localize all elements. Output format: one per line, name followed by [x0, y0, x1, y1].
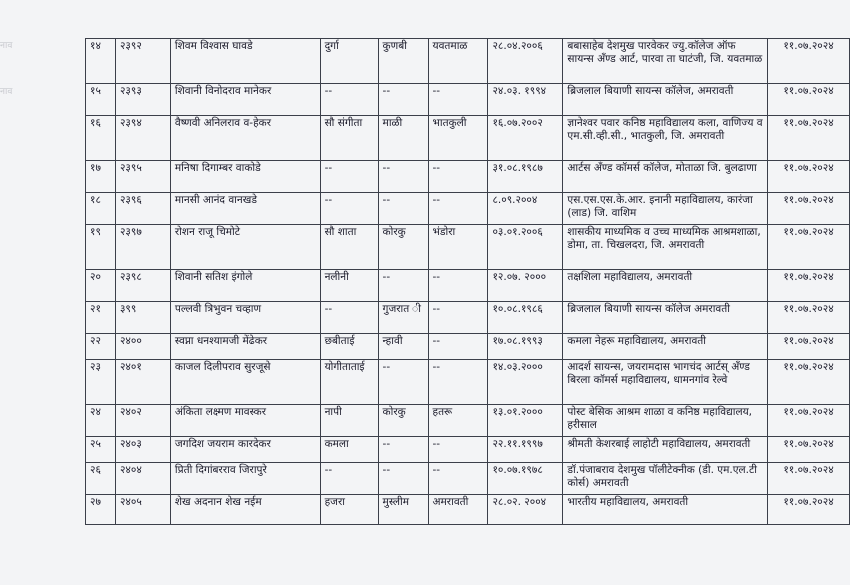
- college-cell: डॉ.पंजाबराव देशमुख पॉलीटेक्नीक (डी. एम.एल.टी कोर्स) अमरावती: [563, 463, 768, 495]
- application-number-cell: २४०२: [115, 405, 170, 437]
- candidate-name-cell: पल्लवी त्रिभुवन चव्हाण: [170, 302, 320, 334]
- candidate-name-cell: रोशन राजू चिमोटे: [170, 225, 320, 270]
- table-row: [86, 463, 850, 495]
- place-cell: भातकुली: [428, 116, 488, 161]
- mother-name-cell: --: [320, 193, 378, 225]
- approval-date-cell: ११.०७.२०२४: [768, 495, 850, 525]
- college-cell: ब्रिजलाल बियाणी सायन्स कॉलेज, अमरावती: [563, 84, 768, 116]
- mother-name-cell: --: [320, 161, 378, 193]
- caste-cell: --: [378, 437, 428, 463]
- caste-cell: कुणबी: [378, 39, 428, 84]
- margin-mark: नाव: [0, 87, 13, 97]
- serial-number-cell: २६: [86, 463, 116, 495]
- mother-name-cell: छबीताई: [320, 334, 378, 360]
- place-cell: --: [428, 193, 488, 225]
- date-of-birth-cell: ८.०९.२००४: [488, 193, 563, 225]
- mother-name-cell: --: [320, 302, 378, 334]
- application-number-cell: २४०५: [115, 495, 170, 525]
- place-cell: --: [428, 84, 488, 116]
- serial-number-cell: १७: [86, 161, 116, 193]
- caste-cell: माळी: [378, 116, 428, 161]
- college-cell: ब्रिजलाल बियाणी सायन्स कॉलेज अमरावती: [563, 302, 768, 334]
- approval-date-cell: ११.०७.२०२४: [768, 39, 850, 84]
- date-of-birth-cell: २२.११.१९९७: [488, 437, 563, 463]
- caste-cell: --: [378, 360, 428, 405]
- table-row: [86, 437, 850, 463]
- place-cell: --: [428, 437, 488, 463]
- table-row: [86, 225, 850, 270]
- application-number-cell: २४००: [115, 334, 170, 360]
- approval-date-cell: ११.०७.२०२४: [768, 84, 850, 116]
- application-number-cell: ३९९: [115, 302, 170, 334]
- serial-number-cell: १५: [86, 84, 116, 116]
- table-row: [86, 161, 850, 193]
- application-number-cell: २३९५: [115, 161, 170, 193]
- approval-date-cell: ११.०७.२०२४: [768, 334, 850, 360]
- approval-date-cell: ११.०७.२०२४: [768, 193, 850, 225]
- mother-name-cell: दुर्गा: [320, 39, 378, 84]
- table-row: [86, 116, 850, 161]
- register-table: [85, 38, 850, 525]
- caste-cell: कोरकु: [378, 405, 428, 437]
- serial-number-cell: २५: [86, 437, 116, 463]
- application-number-cell: २३९६: [115, 193, 170, 225]
- college-cell: पोस्ट बेसिक आश्रम शाळा व कनिष्ठ महाविद्यालय, हरीसाल: [563, 405, 768, 437]
- college-cell: ज्ञानेश्वर पवार कनिष्ठ महाविद्यालय कला, वाणिज्य व एम.सी.व्ही.सी., भातकुली, जि. अमरावती: [563, 116, 768, 161]
- college-cell: कमला नेहरू महाविद्यालय, अमरावती: [563, 334, 768, 360]
- approval-date-cell: ११.०७.२०२४: [768, 225, 850, 270]
- candidate-name-cell: शेख अदनान शेख नईम: [170, 495, 320, 525]
- approval-date-cell: ११.०७.२०२४: [768, 360, 850, 405]
- table-row: [86, 193, 850, 225]
- date-of-birth-cell: २८.०४.२००६: [488, 39, 563, 84]
- mother-name-cell: सौ संगीता: [320, 116, 378, 161]
- date-of-birth-cell: १०.०८.१९८६: [488, 302, 563, 334]
- serial-number-cell: १६: [86, 116, 116, 161]
- date-of-birth-cell: १६.०७.२००२: [488, 116, 563, 161]
- date-of-birth-cell: ०३.०१.२००६: [488, 225, 563, 270]
- candidate-name-cell: शिवानी सतिश इंगोले: [170, 270, 320, 302]
- caste-cell: --: [378, 84, 428, 116]
- place-cell: हतरू: [428, 405, 488, 437]
- approval-date-cell: ११.०७.२०२४: [768, 405, 850, 437]
- caste-cell: मुस्लीम: [378, 495, 428, 525]
- mother-name-cell: सौ शाता: [320, 225, 378, 270]
- college-cell: श्रीमती केशरबाई लाहोटी महाविद्यालय, अमरावती: [563, 437, 768, 463]
- place-cell: --: [428, 360, 488, 405]
- application-number-cell: २४०१: [115, 360, 170, 405]
- caste-cell: न्हावी: [378, 334, 428, 360]
- mother-name-cell: --: [320, 84, 378, 116]
- caste-cell: --: [378, 161, 428, 193]
- date-of-birth-cell: १२.०७. २०००: [488, 270, 563, 302]
- college-cell: एस.एस.एस.के.आर. इनानी महाविद्यालय, कारंजा (लाड) जि. वाशिम: [563, 193, 768, 225]
- application-number-cell: २३९२: [115, 39, 170, 84]
- serial-number-cell: २४: [86, 405, 116, 437]
- college-cell: शासकीय माध्यमिक व उच्च माध्यमिक आश्रमशाळा, डोमा, ता. चिखलदरा, जि. अमरावती: [563, 225, 768, 270]
- date-of-birth-cell: १४.०३.२०००: [488, 360, 563, 405]
- caste-cell: गुजरात ी: [378, 302, 428, 334]
- mother-name-cell: --: [320, 463, 378, 495]
- college-cell: भारतीय महाविद्यालय, अमरावती: [563, 495, 768, 525]
- candidate-name-cell: शिवानी विनोदराव मानेकर: [170, 84, 320, 116]
- date-of-birth-cell: ३१.०८.१९८७: [488, 161, 563, 193]
- caste-cell: --: [378, 463, 428, 495]
- serial-number-cell: २२: [86, 334, 116, 360]
- date-of-birth-cell: १०.०७.१९७८: [488, 463, 563, 495]
- serial-number-cell: १८: [86, 193, 116, 225]
- approval-date-cell: ११.०७.२०२४: [768, 463, 850, 495]
- table-row: [86, 360, 850, 405]
- date-of-birth-cell: १७.०८.१९९३: [488, 334, 563, 360]
- candidate-name-cell: मनिषा दिगाम्बर वाकोडे: [170, 161, 320, 193]
- mother-name-cell: नलीनी: [320, 270, 378, 302]
- candidate-name-cell: काजल दिलीपराव सुरजूसे: [170, 360, 320, 405]
- serial-number-cell: २७: [86, 495, 116, 525]
- college-cell: बबासाहेब देशमुख पारवेकर ज्यु.कॉलेज ऑफ सायन्स अँण्ड आर्ट, पारवा ता घाटंजी, जि. यवतमाळ: [563, 39, 768, 84]
- caste-cell: --: [378, 270, 428, 302]
- caste-cell: कोरकु: [378, 225, 428, 270]
- approval-date-cell: ११.०७.२०२४: [768, 302, 850, 334]
- mother-name-cell: नापी: [320, 405, 378, 437]
- candidate-name-cell: वैष्णवी अनिलराव व-हेकर: [170, 116, 320, 161]
- approval-date-cell: ११.०७.२०२४: [768, 116, 850, 161]
- serial-number-cell: २३: [86, 360, 116, 405]
- approval-date-cell: ११.०७.२०२४: [768, 437, 850, 463]
- margin-mark: नाव: [0, 41, 13, 51]
- place-cell: --: [428, 161, 488, 193]
- application-number-cell: २४०३: [115, 437, 170, 463]
- college-cell: तक्षशिला महाविद्यालय, अमरावती: [563, 270, 768, 302]
- serial-number-cell: २०: [86, 270, 116, 302]
- place-cell: --: [428, 463, 488, 495]
- table-row: [86, 334, 850, 360]
- serial-number-cell: २१: [86, 302, 116, 334]
- candidate-name-cell: प्रिती दिगांबरराव जिरापुरे: [170, 463, 320, 495]
- table-row: [86, 405, 850, 437]
- mother-name-cell: कमला: [320, 437, 378, 463]
- mother-name-cell: हजरा: [320, 495, 378, 525]
- application-number-cell: २४०४: [115, 463, 170, 495]
- application-number-cell: २३९४: [115, 116, 170, 161]
- candidate-name-cell: जगदिश जयराम कारदेकर: [170, 437, 320, 463]
- place-cell: भंडोरा: [428, 225, 488, 270]
- place-cell: यवतमाळ: [428, 39, 488, 84]
- application-number-cell: २३९३: [115, 84, 170, 116]
- table-row: [86, 39, 850, 84]
- candidate-name-cell: अंकिता लक्ष्मण मावस्कर: [170, 405, 320, 437]
- table-row: [86, 84, 850, 116]
- serial-number-cell: १४: [86, 39, 116, 84]
- application-number-cell: २३९८: [115, 270, 170, 302]
- date-of-birth-cell: १३.०१.२०००: [488, 405, 563, 437]
- place-cell: --: [428, 270, 488, 302]
- place-cell: --: [428, 334, 488, 360]
- approval-date-cell: ११.०७.२०२४: [768, 270, 850, 302]
- caste-cell: --: [378, 193, 428, 225]
- serial-number-cell: १९: [86, 225, 116, 270]
- candidate-name-cell: शिवम विश्वास घावडे: [170, 39, 320, 84]
- date-of-birth-cell: २४.०३. १९९४: [488, 84, 563, 116]
- table-row: [86, 495, 850, 525]
- application-number-cell: २३९७: [115, 225, 170, 270]
- place-cell: अमरावती: [428, 495, 488, 525]
- table-row: [86, 302, 850, 334]
- candidate-name-cell: स्वप्ना धनश्यामजी मेंढेकर: [170, 334, 320, 360]
- college-cell: आदर्श सायन्स, जयरामदास भागचंद आर्टस् अँण्ड बिरला कॉमर्स महाविद्यालय, धामनगांव रेल्वे: [563, 360, 768, 405]
- place-cell: --: [428, 302, 488, 334]
- approval-date-cell: ११.०७.२०२४: [768, 161, 850, 193]
- table-row: [86, 270, 850, 302]
- date-of-birth-cell: २८.०२. २००४: [488, 495, 563, 525]
- college-cell: आर्टस अँण्ड कॉमर्स कॉलेज, मोताळा जि. बुलढाणा: [563, 161, 768, 193]
- mother-name-cell: योगीताताई: [320, 360, 378, 405]
- candidate-name-cell: मानसी आनंद वानखडे: [170, 193, 320, 225]
